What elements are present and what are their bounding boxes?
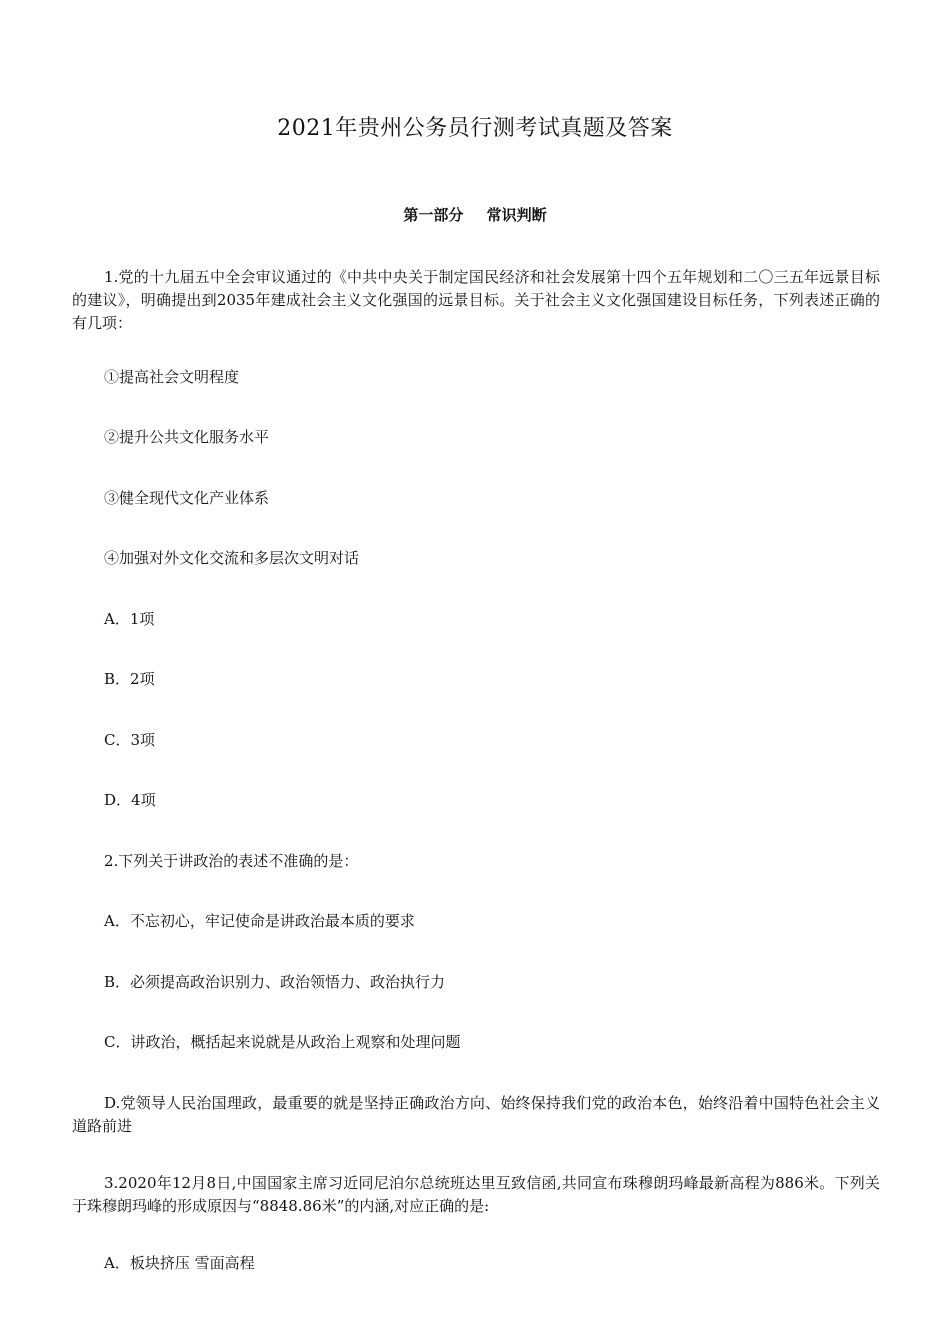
question-1-option-c: C．3项: [104, 731, 156, 749]
question-1-item: ②提升公共文化服务水平: [104, 428, 270, 446]
question-2-option-c: C．讲政治，概括起来说就是从政治上观察和处理问题: [104, 1033, 461, 1051]
question-2-option-a: A．不忘初心，牢记使命是讲政治最本质的要求: [104, 912, 415, 930]
question-2-stem: 2.下列关于讲政治的表述不准确的是：: [104, 852, 359, 870]
question-2-option-b: B．必须提高政治识别力、政治领悟力、政治执行力: [104, 973, 446, 991]
question-1-stem: 1.党的十九届五中全会审议通过的《中共中央关于制定国民经济和社会发展第十四个五年规划和二〇三五年远景目标的建议》，明确提出到2035年建成社会主义文化强国的远景目标。关于社会主义文化强国建设目标任务，下列表述正确的有几项：: [72, 268, 880, 332]
question-3-stem: 3.2020年12月8日,中国国家主席习近同尼泊尔总统班达里互致信函,共同宣布珠穆朗玛峰最新高程为886米。下列关于珠穆朗玛峰的形成原因与“8848.86米”的内涵,对应正确的是:: [72, 1174, 880, 1215]
question-1-item: ④加强对外文化交流和多层次文明对话: [104, 549, 360, 567]
question-1-option-a: A．1项: [104, 610, 155, 628]
question-1-item: ③健全现代文化产业体系: [104, 489, 270, 507]
question-1-option-d: D．4项: [104, 791, 156, 809]
question-3-option-a: A．板块挤压 雪面高程: [104, 1254, 255, 1272]
question-1-option-b: B．2项: [104, 670, 155, 688]
question-2-option-d: D.党领导人民治国理政，最重要的就是坚持正确政治方向、始终保持我们党的政治本色，始终沿着中国特色社会主义道路前进: [72, 1094, 880, 1135]
section-heading: 第一部分 常识判断: [403, 206, 547, 224]
question-1-item: ①提高社会文明程度: [104, 368, 240, 386]
document-title: 2021年贵州公务员行测考试真题及答案: [277, 116, 673, 141]
